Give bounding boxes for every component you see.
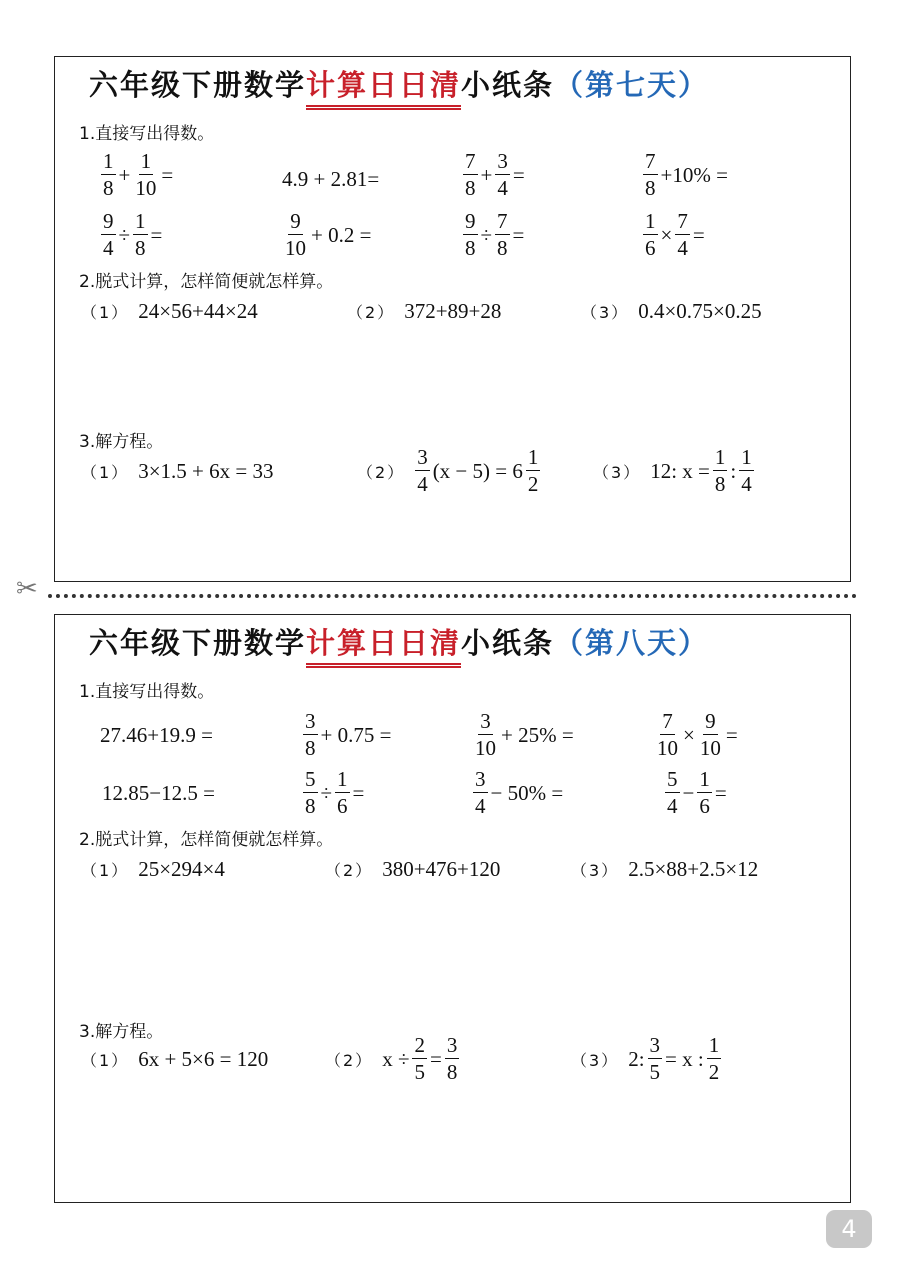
problem: $\frac{9}{10}$ + 0.2 = — [285, 209, 372, 260]
section-2-heading: 2.脱式计算，怎样简便就怎样算。 — [79, 272, 334, 292]
problem: $\frac{3}{10}$ + 25% = — [475, 709, 574, 760]
problem: （1） 25×294×4 — [81, 856, 225, 881]
problem: $\frac{1}{8}$ + $\frac{1}{10}$ = — [103, 149, 174, 200]
problem: $\frac{7}{8}$ +10% = — [645, 149, 728, 200]
problem: $\frac{3}{8}$ + 0.75 = — [305, 709, 392, 760]
worksheet-day-8 — [54, 614, 851, 1203]
worksheet-title: 六年级下册数学计算日日清小纸条（第八天） — [89, 621, 709, 667]
problem: 27.46+19.9 = — [100, 722, 213, 747]
problem: （3） 0.4×0.75×0.25 — [581, 298, 762, 323]
problem: $\frac{9}{8}$ ÷ $\frac{7}{8}$ = — [465, 209, 525, 260]
problem: （2） 372+89+28 — [347, 298, 502, 323]
problem: $\frac{5}{8}$ ÷ $\frac{1}{6}$ = — [305, 767, 365, 818]
problem: （1） 24×56+44×24 — [81, 298, 258, 323]
problem: （3） 12: x = $\frac{1}{8}$ : $\frac{1}{4}$ — [593, 445, 752, 496]
problem: $\frac{7}{8}$ + $\frac{3}{4}$ = — [465, 149, 525, 200]
section-2-heading: 2.脱式计算，怎样简便就怎样算。 — [79, 830, 334, 850]
scissors-icon: ✂ — [16, 574, 38, 604]
cut-line — [48, 594, 857, 598]
page-number-badge: 4 — [826, 1210, 872, 1248]
worksheet-day-7 — [54, 56, 851, 582]
problem: （3） 2: $\frac{3}{5}$ = x : $\frac{1}{2}$ — [571, 1033, 720, 1084]
section-3-heading: 3.解方程。 — [79, 432, 164, 452]
problem: 12.85−12.5 = — [102, 780, 215, 805]
problem: $\frac{3}{4}$ − 50% = — [475, 767, 564, 818]
problem: （1） 3×1.5 + 6x = 33 — [81, 458, 274, 483]
problem: （2） $\frac{3}{4}$ (x − 5) = 6 $\frac{1}{2}$ — [357, 445, 539, 496]
section-3-heading: 3.解方程。 — [79, 1022, 164, 1042]
problem: $\frac{5}{4}$ − $\frac{1}{6}$ = — [667, 767, 727, 818]
problem: （2） x ÷ $\frac{2}{5}$ = $\frac{3}{8}$ — [325, 1033, 458, 1084]
problem: $\frac{9}{4}$ ÷ $\frac{1}{8}$ = — [103, 209, 163, 260]
problem: $\frac{7}{10}$ × $\frac{9}{10}$ = — [657, 709, 738, 760]
problem: （3） 2.5×88+2.5×12 — [571, 856, 759, 881]
problem: （1） 6x + 5×6 = 120 — [81, 1046, 269, 1071]
section-1-heading: 1.直接写出得数。 — [79, 682, 215, 702]
problem: （2） 380+476+120 — [325, 856, 501, 881]
problem: $\frac{1}{6}$ × $\frac{7}{4}$ = — [645, 209, 705, 260]
section-1-heading: 1.直接写出得数。 — [79, 124, 215, 144]
problem: 4.9 + 2.81= — [282, 166, 380, 191]
worksheet-title: 六年级下册数学计算日日清小纸条（第七天） — [89, 63, 709, 109]
